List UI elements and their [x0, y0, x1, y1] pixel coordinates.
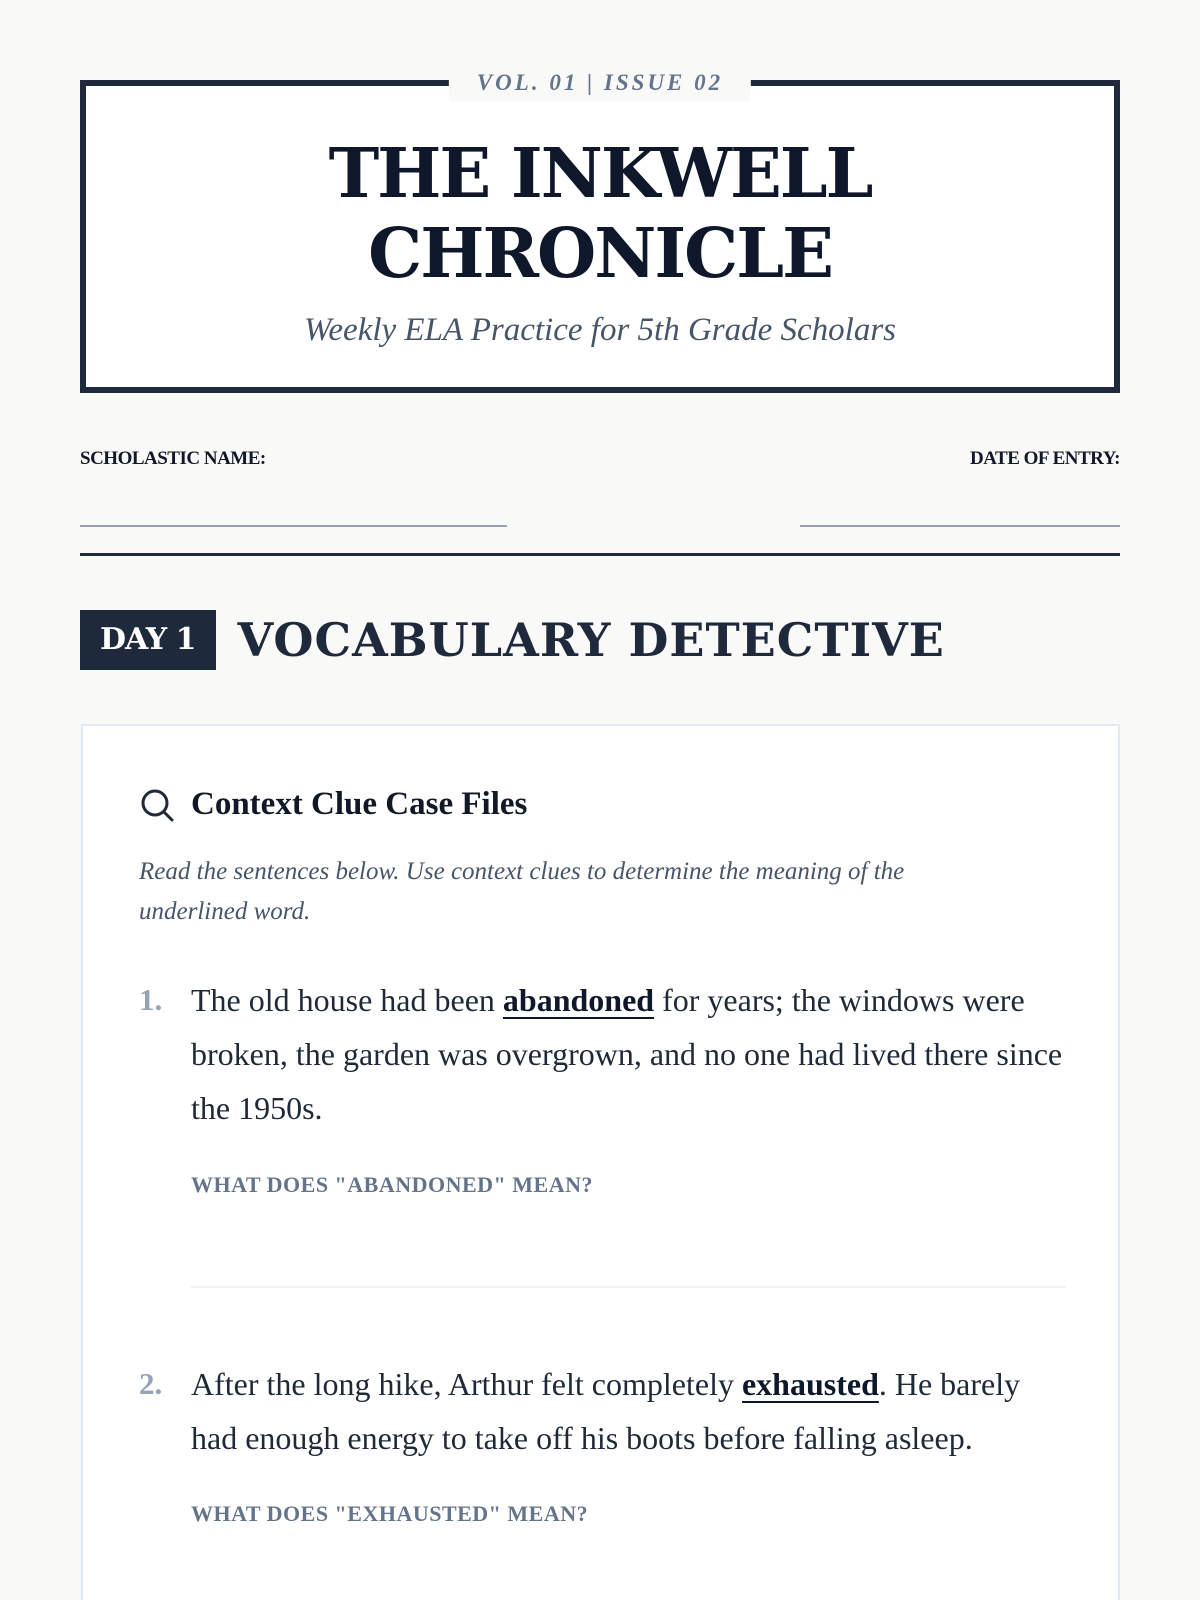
sentence-part: . He barely had enough energy to take off his boots before falling asleep.: [191, 1366, 1021, 1456]
date-label: DATE OF ENTRY:: [970, 448, 1120, 469]
question-sentence: [191, 1357, 1066, 1465]
sentence-part: After the long hike, Arthur felt completely: [191, 1366, 742, 1402]
search-icon: [139, 787, 175, 823]
sentence-part: The old house had been: [191, 982, 503, 1018]
day-heading: [80, 610, 945, 670]
section-title: VOCABULARY DETECTIVE: [237, 613, 945, 667]
section-divider: [80, 553, 1120, 556]
masthead-subtitle: Weekly ELA Practice for 5th Grade Scholars: [303, 312, 897, 348]
student-info: [80, 448, 1120, 558]
answer-line[interactable]: [191, 1286, 1066, 1288]
question-number: 2.: [139, 1366, 163, 1401]
question-prompt: WHAT DOES "ABANDONED" MEAN?: [191, 1172, 593, 1197]
title-line-1: THE INKWELL: [328, 134, 872, 214]
instructions: Read the sentences below. Use context clues to determine the meaning of the underlined word.: [139, 858, 905, 925]
card-title: Context Clue Case Files: [191, 786, 528, 822]
card-header: [139, 786, 527, 823]
name-label: SCHOLASTIC NAME:: [80, 448, 266, 469]
title-line-2: CHRONICLE: [368, 214, 832, 294]
question-prompt: WHAT DOES "EXHAUSTED" MEAN?: [191, 1501, 589, 1526]
sentence-part: for years; the windows were broken, the garden was overgrown, and no one had lived there since the 1950s.: [191, 982, 1063, 1126]
question-sentence: [191, 973, 1066, 1135]
question-number: 1.: [139, 982, 163, 1017]
date-write-line[interactable]: [800, 525, 1120, 527]
issue-tag: VOL. 01 | ISSUE 02: [449, 65, 751, 101]
day-badge: DAY 1: [80, 610, 216, 670]
masthead: [80, 70, 1120, 393]
vocab-word: abandoned: [502, 982, 655, 1018]
name-write-line[interactable]: [80, 525, 507, 527]
newspaper-title: [86, 134, 1114, 294]
context-clue-card: [81, 724, 1120, 1600]
vocab-word: exhausted: [741, 1366, 879, 1402]
